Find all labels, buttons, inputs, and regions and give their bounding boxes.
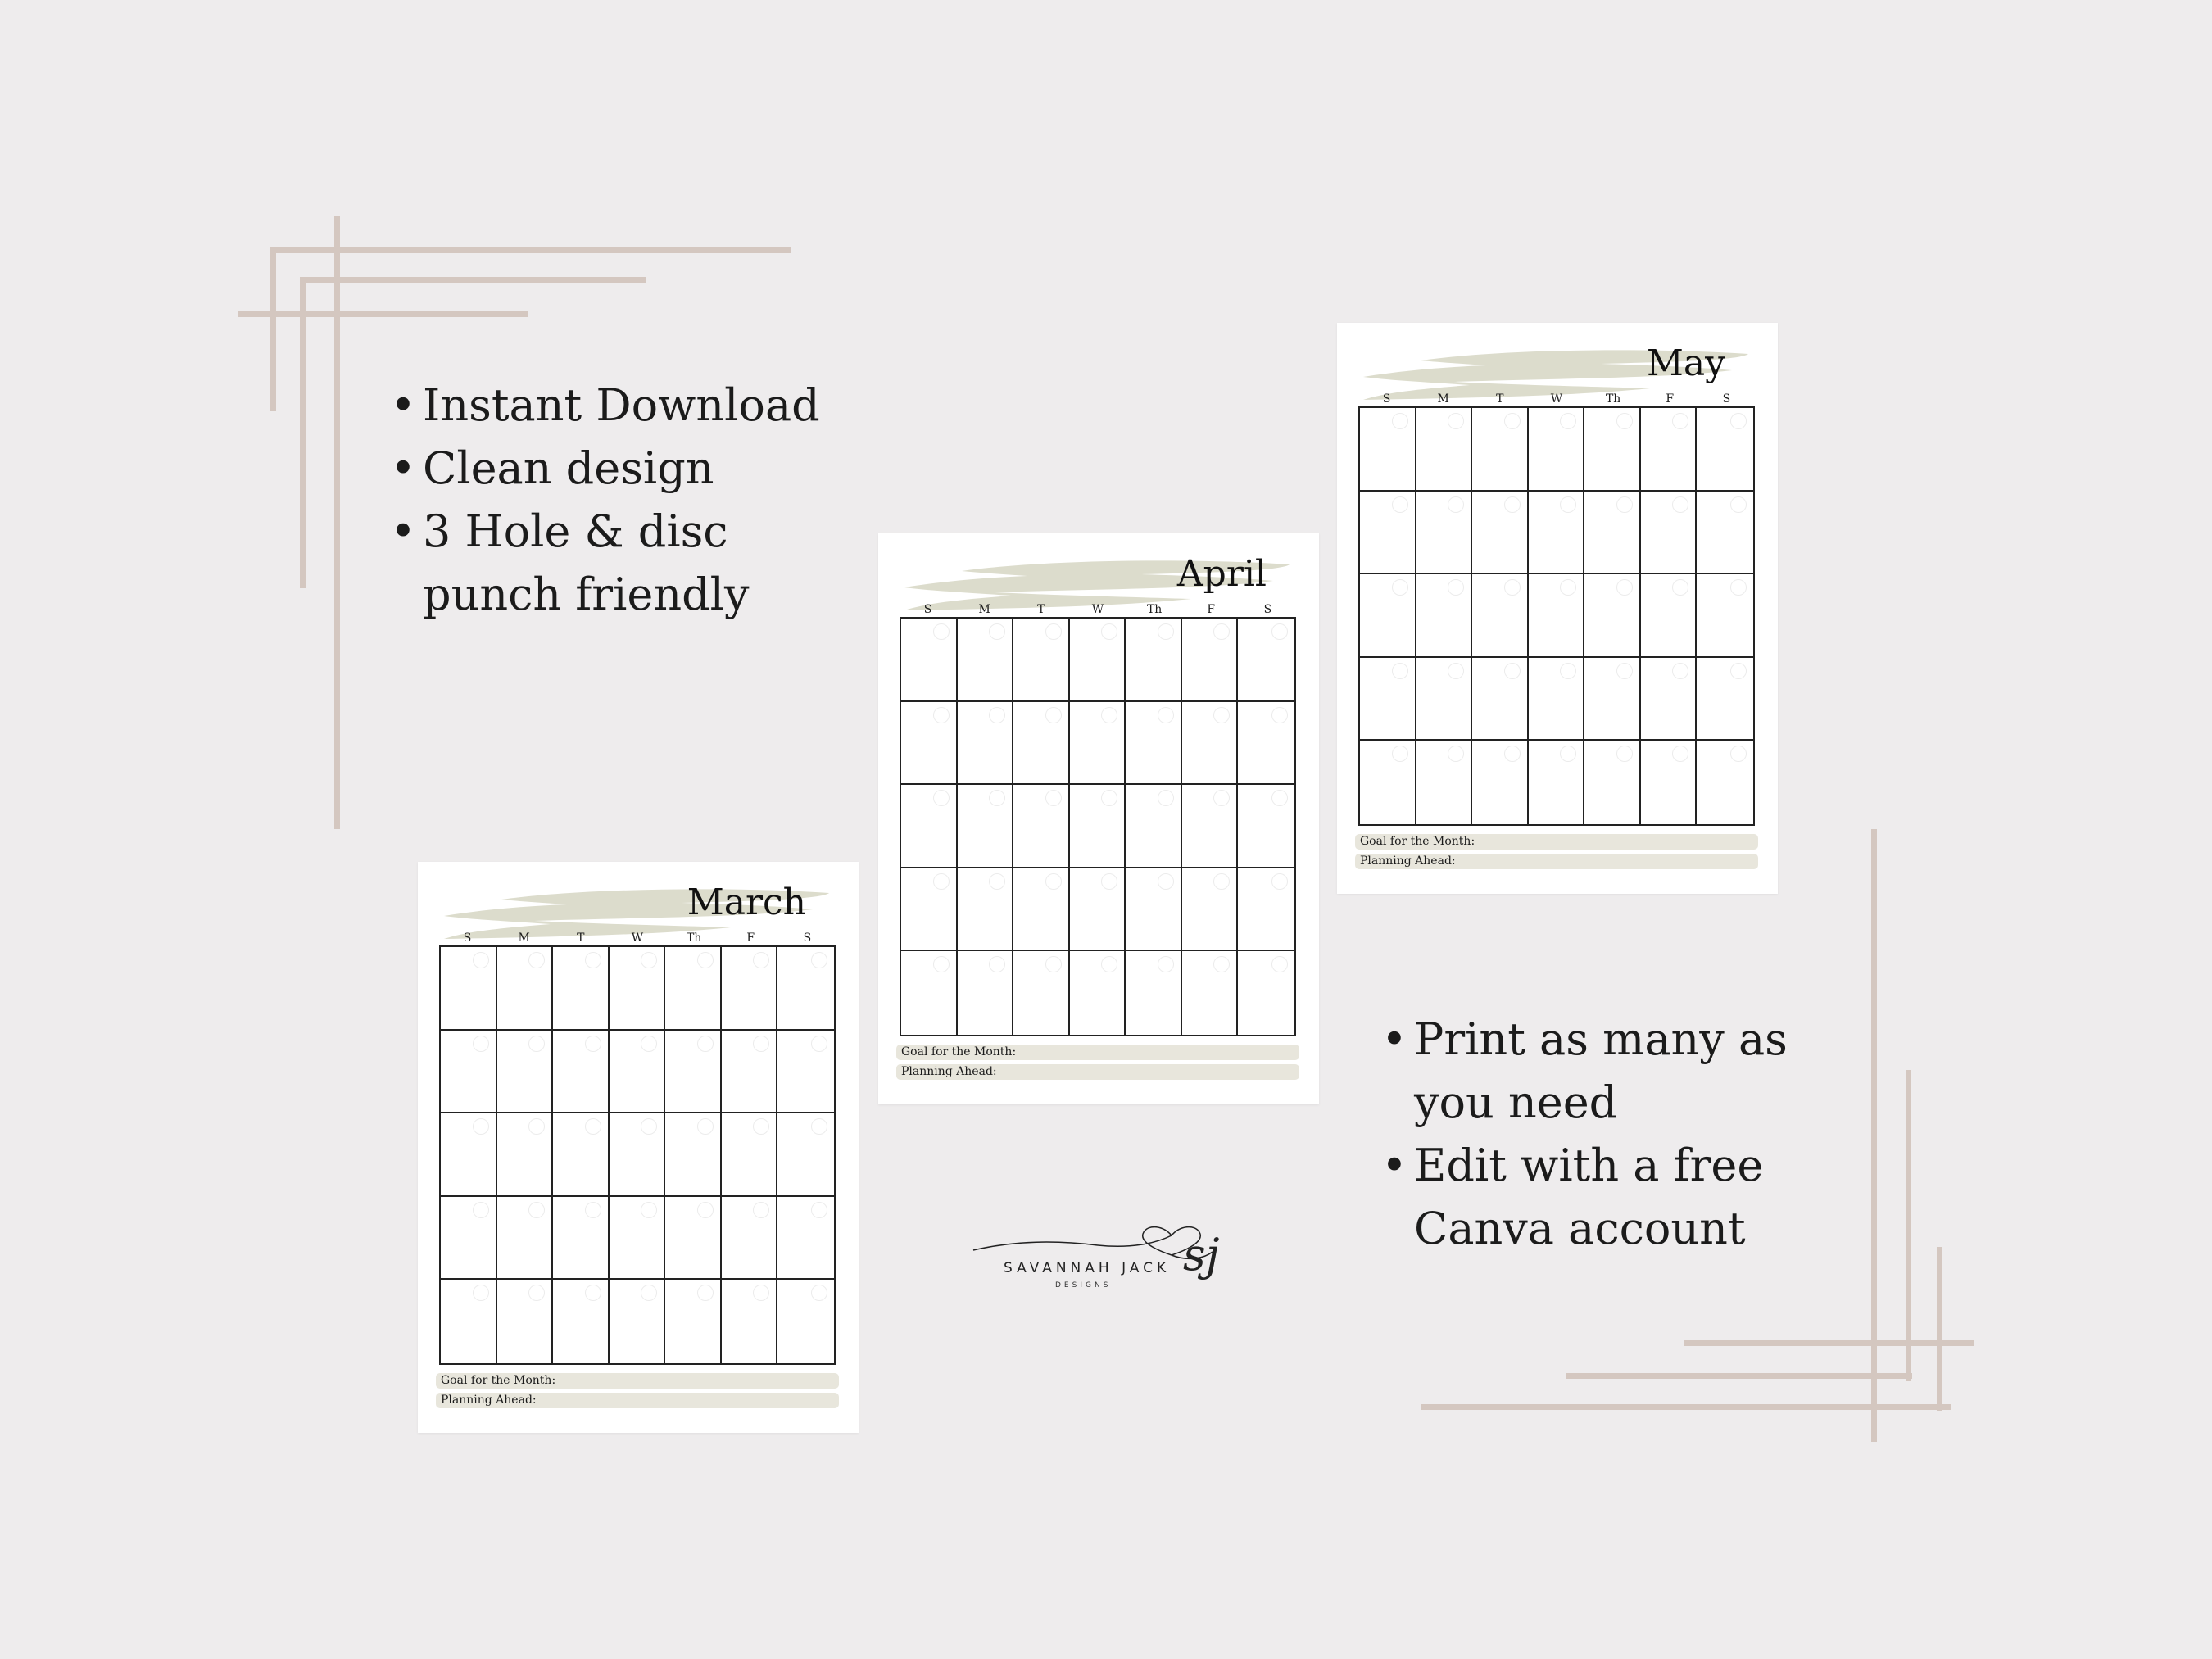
month-title: March	[687, 882, 806, 923]
feature-item: • Print as many as you need	[1381, 1008, 1873, 1134]
corner-line	[1937, 1247, 1942, 1411]
weekday-label: F	[746, 931, 755, 945]
calendar-cell	[1584, 658, 1641, 741]
corner-line	[238, 311, 528, 317]
calendar-cell	[958, 868, 1014, 952]
calendar-cell	[1182, 951, 1239, 1035]
calendar-cell	[665, 1113, 722, 1197]
planning-label: Planning Ahead:	[896, 1064, 1299, 1080]
calendar-cell	[553, 947, 610, 1031]
calendar-cell	[1472, 574, 1529, 658]
corner-line	[300, 277, 646, 283]
calendar-cell	[1126, 702, 1182, 786]
calendar-cell	[497, 1280, 554, 1363]
corner-line	[1566, 1373, 1912, 1379]
calendar-cell	[1070, 619, 1126, 702]
calendar-cell	[1472, 658, 1529, 741]
calendar-cell	[1529, 574, 1585, 658]
calendar-cell	[1070, 951, 1126, 1035]
calendar-cell	[1416, 408, 1473, 492]
calendar-cell	[1182, 619, 1239, 702]
calendar-cell	[901, 702, 958, 786]
calendar-cell	[1472, 492, 1529, 575]
calendar-cell	[1360, 658, 1416, 741]
weekday-label: S	[1263, 603, 1272, 616]
calendar-cell	[1013, 619, 1070, 702]
calendar-cell	[1697, 574, 1753, 658]
calendar-cell	[665, 1280, 722, 1363]
calendar-cell	[441, 1031, 497, 1114]
weekday-header	[900, 602, 1296, 617]
weekday-header	[439, 931, 836, 945]
calendar-cell	[1584, 408, 1641, 492]
calendar-cell	[1584, 574, 1641, 658]
calendar-cell	[1416, 574, 1473, 658]
calendar-cell	[1697, 492, 1753, 575]
weekday-label: T	[577, 931, 585, 945]
calendar-cell	[958, 619, 1014, 702]
calendar-grid	[439, 945, 836, 1365]
goal-label: Goal for the Month:	[1355, 834, 1758, 850]
planning-label: Planning Ahead:	[1355, 854, 1758, 869]
calendar-cell	[901, 951, 958, 1035]
calendar-cell	[1529, 658, 1585, 741]
month-title: May	[1646, 342, 1725, 384]
calendar-cell	[1416, 741, 1473, 824]
calendar-cell	[1182, 702, 1239, 786]
weekday-label: M	[1437, 392, 1449, 406]
feature-item: • Instant Download	[390, 374, 849, 437]
feature-list-right	[1381, 1008, 1873, 1260]
logo-name: SAVANNAH JACK	[1004, 1260, 1171, 1276]
calendar-cell	[777, 947, 834, 1031]
weekday-label: W	[631, 931, 644, 945]
corner-line	[300, 277, 306, 588]
feature-item: • 3 Hole & disc punch friendly	[390, 500, 849, 626]
calendar-cell	[1013, 868, 1070, 952]
calendar-cell	[1070, 702, 1126, 786]
feature-item: • Clean design	[390, 437, 849, 500]
weekday-label: S	[923, 603, 932, 616]
calendar-grid	[1358, 406, 1755, 826]
calendar-cell	[958, 702, 1014, 786]
calendar-cell	[1182, 785, 1239, 868]
calendar-cell	[497, 947, 554, 1031]
calendar-cell	[1013, 702, 1070, 786]
calendar-cell	[665, 1031, 722, 1114]
calendar-cell	[1641, 574, 1698, 658]
calendar-cell	[1126, 619, 1182, 702]
calendar-cell	[1529, 492, 1585, 575]
calendar-cell	[610, 1113, 666, 1197]
calendar-cell	[777, 1113, 834, 1197]
logo-subtitle: DESIGNS	[1055, 1281, 1112, 1290]
calendar-page-march	[418, 862, 859, 1433]
weekday-label: W	[1550, 392, 1563, 406]
calendar-cell	[1070, 785, 1126, 868]
calendar-cell	[1641, 741, 1698, 824]
calendar-cell	[1697, 741, 1753, 824]
weekday-label: Th	[1146, 603, 1163, 616]
calendar-cell	[1472, 741, 1529, 824]
weekday-label: Th	[1605, 392, 1621, 406]
calendar-cell	[1238, 619, 1294, 702]
calendar-cell	[1360, 574, 1416, 658]
calendar-grid	[900, 617, 1296, 1036]
corner-line	[1684, 1340, 1974, 1346]
calendar-cell	[1641, 408, 1698, 492]
calendar-cell	[1416, 492, 1473, 575]
weekday-label: S	[463, 931, 472, 945]
calendar-cell	[441, 1113, 497, 1197]
weekday-label: W	[1091, 603, 1104, 616]
weekday-label: S	[1722, 392, 1731, 406]
weekday-label: M	[518, 931, 530, 945]
calendar-cell	[441, 1197, 497, 1281]
calendar-cell	[497, 1031, 554, 1114]
calendar-cell	[441, 1280, 497, 1363]
calendar-cell	[610, 1197, 666, 1281]
calendar-cell	[497, 1113, 554, 1197]
calendar-cell	[722, 1113, 778, 1197]
weekday-label: T	[1037, 603, 1045, 616]
calendar-cell	[1126, 868, 1182, 952]
calendar-cell	[1182, 868, 1239, 952]
calendar-cell	[777, 1031, 834, 1114]
weekday-label: F	[1207, 603, 1216, 616]
calendar-cell	[1641, 658, 1698, 741]
feature-list-left	[390, 374, 849, 626]
calendar-cell	[1126, 785, 1182, 868]
calendar-cell	[610, 1031, 666, 1114]
feature-item: • Edit with a free Canva account	[1381, 1134, 1873, 1260]
weekday-label: S	[1382, 392, 1391, 406]
calendar-cell	[665, 947, 722, 1031]
weekday-label: T	[1496, 392, 1504, 406]
calendar-cell	[1584, 492, 1641, 575]
calendar-cell	[441, 947, 497, 1031]
calendar-cell	[722, 1031, 778, 1114]
corner-line	[270, 247, 791, 253]
goal-label: Goal for the Month:	[436, 1373, 839, 1389]
brand-logo	[967, 1204, 1245, 1303]
calendar-cell	[1416, 658, 1473, 741]
calendar-cell	[553, 1031, 610, 1114]
calendar-cell	[665, 1197, 722, 1281]
planning-label: Planning Ahead:	[436, 1393, 839, 1408]
calendar-cell	[722, 1197, 778, 1281]
calendar-cell	[1529, 408, 1585, 492]
calendar-cell	[1238, 785, 1294, 868]
weekday-header	[1358, 392, 1755, 406]
calendar-cell	[1360, 408, 1416, 492]
monogram-logo	[1180, 1229, 1237, 1294]
calendar-cell	[553, 1197, 610, 1281]
calendar-cell	[497, 1197, 554, 1281]
calendar-page-may	[1337, 323, 1778, 894]
month-title: April	[1176, 553, 1267, 595]
weekday-label: F	[1666, 392, 1675, 406]
calendar-cell	[722, 947, 778, 1031]
weekday-label: S	[803, 931, 812, 945]
calendar-cell	[1238, 951, 1294, 1035]
calendar-cell	[901, 619, 958, 702]
calendar-cell	[1697, 408, 1753, 492]
calendar-cell	[553, 1113, 610, 1197]
calendar-cell	[1360, 492, 1416, 575]
calendar-cell	[610, 1280, 666, 1363]
corner-line	[334, 216, 340, 829]
calendar-page-april	[878, 533, 1319, 1104]
monogram-text: sj	[1183, 1229, 1220, 1281]
weekday-label: M	[978, 603, 990, 616]
calendar-cell	[1238, 868, 1294, 952]
calendar-cell	[777, 1197, 834, 1281]
calendar-cell	[958, 951, 1014, 1035]
calendar-cell	[958, 785, 1014, 868]
calendar-cell	[1584, 741, 1641, 824]
goal-label: Goal for the Month:	[896, 1045, 1299, 1060]
calendar-cell	[1472, 408, 1529, 492]
calendar-cell	[1697, 658, 1753, 741]
calendar-cell	[1641, 492, 1698, 575]
corner-line	[1906, 1070, 1911, 1381]
calendar-cell	[610, 947, 666, 1031]
calendar-cell	[1013, 785, 1070, 868]
calendar-cell	[777, 1280, 834, 1363]
weekday-label: Th	[686, 931, 702, 945]
calendar-cell	[1126, 951, 1182, 1035]
calendar-cell	[1360, 741, 1416, 824]
calendar-cell	[722, 1280, 778, 1363]
corner-line	[270, 247, 276, 411]
calendar-cell	[553, 1280, 610, 1363]
calendar-cell	[901, 785, 958, 868]
calendar-cell	[1070, 868, 1126, 952]
calendar-cell	[1013, 951, 1070, 1035]
calendar-cell	[1529, 741, 1585, 824]
calendar-cell	[901, 868, 958, 952]
calendar-cell	[1238, 702, 1294, 786]
